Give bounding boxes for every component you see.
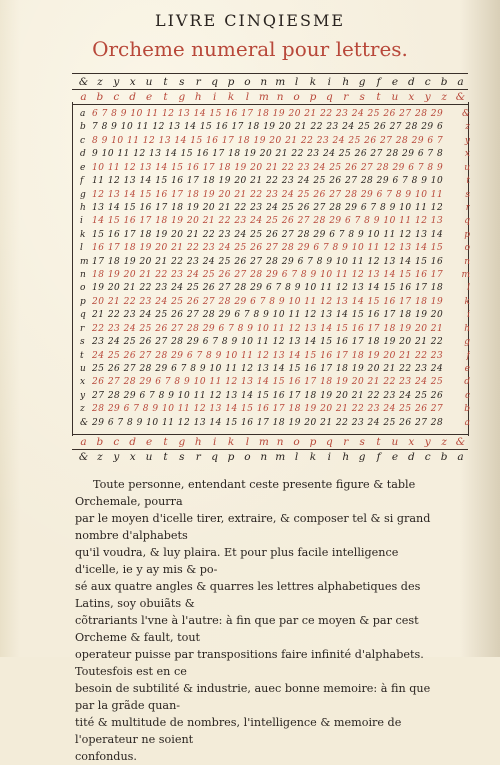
row-left-letter: h bbox=[80, 202, 86, 213]
top-red-letter: i bbox=[212, 91, 217, 103]
row-right-letter: l bbox=[467, 283, 470, 294]
row-numbers: 18 19 20 21 22 23 24 25 26 27 28 29 6 7 8 9 10 11 12 13 14 15 16 17 bbox=[92, 270, 444, 281]
top-black-letter: q bbox=[211, 76, 218, 88]
row-numbers: 9 10 11 12 13 14 15 16 17 18 19 20 21 22 23 24 25 26 27 28 29 6 7 8 bbox=[92, 149, 444, 160]
row-right-letter: z bbox=[465, 122, 470, 133]
row-numbers: 26 27 28 29 6 7 8 9 10 11 12 13 14 15 16 17 18 19 20 21 22 23 24 25 bbox=[92, 377, 444, 388]
top-red-letter: c bbox=[113, 91, 120, 103]
top-black-letter: l bbox=[294, 76, 299, 88]
table-row bbox=[80, 390, 470, 403]
grid-top-rule bbox=[72, 104, 468, 105]
top-red-letter: x bbox=[408, 91, 415, 103]
bottom-red-alphabet bbox=[76, 435, 468, 449]
top-red-letter: o bbox=[293, 91, 300, 103]
row-right-letter: o bbox=[464, 243, 470, 254]
bottom-black-letter: q bbox=[211, 451, 218, 463]
row-right-letter: r bbox=[465, 202, 470, 213]
body-line: Toute personne, entendant ceste presente figure & table Orchemale, pourra bbox=[75, 478, 416, 508]
top-red-letter: n bbox=[276, 91, 284, 103]
row-right-letter: c bbox=[464, 390, 470, 401]
bottom-black-letter: f bbox=[376, 451, 381, 463]
table-row bbox=[80, 242, 470, 255]
table-row bbox=[80, 363, 470, 376]
bottom-black-letter: i bbox=[327, 451, 332, 463]
bottom-black-letter: m bbox=[275, 451, 286, 463]
top-red-letter: p bbox=[309, 91, 317, 103]
bottom-red-letter: x bbox=[408, 436, 415, 448]
top-red-letter: t bbox=[376, 91, 381, 103]
bottom-black-letter: g bbox=[358, 451, 366, 463]
bottom-black-letter: h bbox=[342, 451, 350, 463]
table-row bbox=[80, 282, 470, 295]
row-right-letter: s bbox=[465, 189, 470, 200]
table-row bbox=[80, 269, 470, 282]
bottom-red-letter: m bbox=[258, 436, 269, 448]
row-numbers: 22 23 24 25 26 27 28 29 6 7 8 9 10 11 12 13 14 15 16 17 18 19 20 21 bbox=[92, 323, 444, 334]
body-line: sé aux quatre angles & quarres les lettres alphabetiques des Latins, soy obuiãts & bbox=[75, 580, 421, 610]
top-rule bbox=[72, 73, 468, 74]
top-black-letter: b bbox=[440, 76, 448, 88]
row-numbers: 13 14 15 16 17 18 19 20 21 22 23 24 25 26 27 28 29 6 7 8 9 10 11 12 bbox=[92, 202, 444, 213]
top-black-letter: k bbox=[309, 76, 317, 88]
top-red-letter: d bbox=[129, 91, 137, 103]
bottom-black-letter: z bbox=[97, 451, 103, 463]
body-line: cõtrariants l'vne à l'autre: à fin que par ce moyen & par cest Orcheme & fault, tout bbox=[75, 614, 419, 644]
top-red-letter: k bbox=[227, 91, 235, 103]
bottom-black-letter: b bbox=[440, 451, 448, 463]
row-numbers: 28 29 6 7 8 9 10 11 12 13 14 15 16 17 18 19 20 21 22 23 24 25 26 27 bbox=[92, 404, 444, 415]
bottom-red-letter: & bbox=[455, 436, 466, 448]
row-left-letter: x bbox=[80, 377, 86, 388]
top-black-letter: z bbox=[97, 76, 103, 88]
row-right-letter: m bbox=[461, 270, 470, 281]
row-right-letter: a bbox=[464, 417, 470, 428]
table-row bbox=[80, 229, 470, 242]
row-left-letter: z bbox=[80, 404, 85, 415]
row-right-letter: t bbox=[466, 176, 470, 187]
bottom-red-letter: n bbox=[276, 436, 284, 448]
row-right-letter: h bbox=[464, 323, 470, 334]
body-line: operateur puisse par transpositions faire infinité d'alphabets. Toutesfois est en ce bbox=[75, 648, 424, 678]
top-red-letter: e bbox=[145, 91, 153, 103]
top-red-letter: b bbox=[96, 91, 104, 103]
row-left-letter: q bbox=[80, 310, 86, 321]
row-left-letter: c bbox=[80, 135, 86, 146]
top-black-letter: d bbox=[407, 76, 415, 88]
top-black-letter: & bbox=[78, 76, 89, 88]
table-row bbox=[80, 135, 470, 148]
top-red-letter: & bbox=[455, 91, 466, 103]
bottom-red-letter: o bbox=[293, 436, 300, 448]
row-numbers: 17 18 19 20 21 22 23 24 25 26 27 28 29 6 7 8 9 10 11 12 13 14 15 16 bbox=[92, 256, 444, 267]
bottom-red-letter: b bbox=[96, 436, 104, 448]
row-numbers: 16 17 18 19 20 21 22 23 24 25 26 27 28 29 6 7 8 9 10 11 12 13 14 15 bbox=[92, 243, 444, 254]
bottom-red-letter: c bbox=[113, 436, 120, 448]
bottom-red-letter: z bbox=[441, 436, 447, 448]
row-right-letter: & bbox=[461, 109, 470, 119]
bottom-red-letter: h bbox=[194, 436, 202, 448]
bottom-red-letter: p bbox=[309, 436, 317, 448]
table-row bbox=[80, 403, 470, 416]
row-right-letter: g bbox=[464, 337, 470, 348]
bottom-black-letter: t bbox=[163, 451, 168, 463]
row-numbers: 20 21 22 23 24 25 26 27 28 29 6 7 8 9 10 11 12 13 14 15 16 17 18 19 bbox=[92, 296, 444, 307]
row-numbers: 11 12 13 14 15 16 17 18 19 20 21 22 23 24 25 26 27 28 29 6 7 8 9 10 bbox=[92, 176, 444, 187]
row-right-letter: d bbox=[464, 377, 470, 388]
bottom-red-letter: q bbox=[325, 436, 333, 448]
orcheme-table bbox=[80, 108, 470, 430]
row-numbers: 29 6 7 8 9 10 11 12 13 14 15 16 17 18 19 20 21 22 23 24 25 26 27 28 bbox=[92, 417, 444, 428]
body-paragraph bbox=[75, 476, 435, 765]
bottom-black-alphabet bbox=[76, 450, 468, 464]
row-right-letter: u bbox=[464, 162, 470, 173]
page-subtitle: Orcheme numeral pour lettres. bbox=[92, 37, 408, 61]
top-red-letter: g bbox=[178, 91, 186, 103]
bottom-red-letter: t bbox=[376, 436, 381, 448]
row-numbers: 24 25 26 27 28 29 6 7 8 9 10 11 12 13 14 15 16 17 18 19 20 21 22 23 bbox=[92, 350, 444, 361]
table-row bbox=[80, 148, 470, 161]
bottom-black-letter: a bbox=[457, 451, 464, 463]
bottom-red-letter: u bbox=[391, 436, 399, 448]
bottom-black-letter: n bbox=[260, 451, 268, 463]
top-red-letter: m bbox=[258, 91, 269, 103]
bottom-black-letter: s bbox=[179, 451, 185, 463]
bottom-red-letter: k bbox=[227, 436, 235, 448]
row-right-letter: f bbox=[466, 350, 470, 361]
row-numbers: 6 7 8 9 10 11 12 13 14 15 16 17 18 19 20 21 22 23 24 25 26 27 28 29 bbox=[92, 109, 444, 119]
row-left-letter: m bbox=[80, 256, 89, 267]
top-black-letter: n bbox=[260, 76, 268, 88]
row-left-letter: d bbox=[80, 149, 86, 160]
table-row bbox=[80, 189, 470, 202]
bottom-black-letter: o bbox=[244, 451, 251, 463]
row-right-letter: n bbox=[464, 256, 470, 267]
row-numbers: 21 22 23 24 25 26 27 28 29 6 7 8 9 10 11 12 13 14 15 16 17 18 19 20 bbox=[92, 310, 444, 321]
top-black-letter: u bbox=[145, 76, 153, 88]
bottom-red-letter: g bbox=[178, 436, 186, 448]
table-row bbox=[80, 309, 470, 322]
bottom-red-letter: d bbox=[129, 436, 137, 448]
row-left-letter: i bbox=[80, 216, 83, 227]
top-black-letter: h bbox=[342, 76, 350, 88]
body-line: qu'il voudra, & luy plaira. Et pour plus facile intelligence d'icelle, ie y ay mis & po- bbox=[75, 546, 399, 576]
row-right-letter: y bbox=[464, 135, 470, 146]
row-left-letter: n bbox=[80, 270, 86, 281]
row-numbers: 12 13 14 15 16 17 18 19 20 21 22 23 24 25 26 27 28 29 6 7 8 9 10 11 bbox=[92, 189, 444, 200]
body-line: par le moyen d'icelle tirer, extraire, & composer tel & si grand nombre d'alphabets bbox=[75, 512, 431, 542]
top-red-letter: a bbox=[80, 91, 87, 103]
top-black-letter: f bbox=[376, 76, 381, 88]
top-black-letter: o bbox=[244, 76, 251, 88]
top-red-letter: z bbox=[441, 91, 447, 103]
bottom-black-letter: r bbox=[195, 451, 201, 463]
top-black-letter: t bbox=[163, 76, 168, 88]
top-black-letter: s bbox=[179, 76, 185, 88]
bottom-black-letter: k bbox=[309, 451, 317, 463]
bottom-black-letter: u bbox=[145, 451, 153, 463]
top-black-letter: a bbox=[457, 76, 464, 88]
row-left-letter: a bbox=[80, 109, 86, 119]
bottom-black-letter: l bbox=[294, 451, 299, 463]
top-black-letter: r bbox=[195, 76, 201, 88]
table-row bbox=[80, 202, 470, 215]
row-numbers: 10 11 12 13 14 15 16 17 18 19 20 21 22 23 24 25 26 27 28 29 6 7 8 9 bbox=[92, 162, 444, 173]
bottom-red-letter: e bbox=[145, 436, 153, 448]
row-left-letter: r bbox=[80, 323, 85, 334]
bottom-red-letter: a bbox=[80, 436, 87, 448]
body-line: tité & multitude de nombres, l'intelligence & memoire de l'operateur ne soient bbox=[75, 716, 402, 746]
top-black-letter: i bbox=[327, 76, 332, 88]
bottom-red-letter: s bbox=[359, 436, 365, 448]
row-numbers: 8 9 10 11 12 13 14 15 16 17 18 19 20 21 22 23 24 25 26 27 28 29 6 7 bbox=[92, 135, 444, 146]
top-red-letter: h bbox=[194, 91, 202, 103]
row-left-letter: o bbox=[80, 283, 86, 294]
row-left-letter: l bbox=[80, 243, 83, 254]
top-black-letter: e bbox=[391, 76, 399, 88]
bottom-black-letter: e bbox=[391, 451, 399, 463]
page-header: LIVRE CINQIESME bbox=[154, 11, 345, 30]
row-right-letter: p bbox=[464, 229, 470, 240]
top-red-letter: y bbox=[424, 91, 431, 103]
row-left-letter: b bbox=[80, 122, 86, 133]
row-left-letter: f bbox=[80, 176, 84, 187]
top-red-letter: r bbox=[343, 91, 349, 103]
body-line: confondus. bbox=[75, 750, 137, 763]
bottom-red-letter: t bbox=[163, 436, 168, 448]
row-numbers: 7 8 9 10 11 12 13 14 15 16 17 18 19 20 21 22 23 24 25 26 27 28 29 6 bbox=[92, 122, 444, 133]
top-black-letter: p bbox=[227, 76, 235, 88]
row-right-letter: b bbox=[464, 404, 470, 415]
table-row bbox=[80, 350, 470, 363]
table-row bbox=[80, 376, 470, 389]
row-right-letter: i bbox=[467, 310, 470, 321]
row-left-letter: g bbox=[80, 189, 86, 200]
top-black-letter: g bbox=[358, 76, 366, 88]
bottom-red-letter: r bbox=[343, 436, 349, 448]
table-row bbox=[80, 215, 470, 228]
top-red-letter: s bbox=[359, 91, 365, 103]
row-left-letter: y bbox=[80, 390, 86, 401]
table-row bbox=[80, 256, 470, 269]
table-row bbox=[80, 323, 470, 336]
row-left-letter: p bbox=[80, 296, 86, 307]
bottom-black-letter: x bbox=[129, 451, 136, 463]
top-black-letter: c bbox=[424, 76, 431, 88]
table-row bbox=[80, 108, 470, 121]
top-black-alphabet bbox=[76, 75, 468, 89]
table-row bbox=[80, 162, 470, 175]
row-right-letter: x bbox=[464, 149, 470, 160]
top-red-letter: t bbox=[163, 91, 168, 103]
row-left-letter: & bbox=[80, 417, 89, 428]
row-numbers: 23 24 25 26 27 28 29 6 7 8 9 10 11 12 13 14 15 16 17 18 19 20 21 22 bbox=[92, 337, 444, 348]
bottom-red-letter: l bbox=[245, 436, 250, 448]
bottom-black-letter: c bbox=[424, 451, 431, 463]
body-line: besoin de subtilité & industrie, auec bonne memoire: à fin que par la grãde quan- bbox=[75, 682, 431, 712]
table-row bbox=[80, 417, 470, 430]
bottom-black-letter: y bbox=[113, 451, 120, 463]
row-left-letter: s bbox=[80, 337, 85, 348]
row-left-letter: t bbox=[80, 350, 84, 361]
row-left-letter: u bbox=[80, 364, 86, 375]
top-red-alphabet bbox=[76, 90, 468, 104]
top-red-letter: q bbox=[325, 91, 333, 103]
top-black-letter: y bbox=[113, 76, 120, 88]
row-left-letter: k bbox=[80, 229, 86, 240]
table-row bbox=[80, 296, 470, 309]
top-black-letter: m bbox=[275, 76, 286, 88]
row-right-letter: k bbox=[464, 296, 470, 307]
table-row bbox=[80, 121, 470, 134]
row-numbers: 19 20 21 22 23 24 25 26 27 28 29 6 7 8 9 10 11 12 13 14 15 16 17 18 bbox=[92, 283, 444, 294]
row-left-letter: e bbox=[80, 162, 86, 173]
top-black-letter: x bbox=[129, 76, 136, 88]
row-right-letter: q bbox=[464, 216, 470, 227]
row-numbers: 14 15 16 17 18 19 20 21 22 23 24 25 26 27 28 29 6 7 8 9 10 11 12 13 bbox=[92, 216, 444, 227]
bottom-black-letter: p bbox=[227, 451, 235, 463]
table-row bbox=[80, 175, 470, 188]
bottom-red-letter: i bbox=[212, 436, 217, 448]
row-numbers: 25 26 27 28 29 6 7 8 9 10 11 12 13 14 15 16 17 18 19 20 21 22 23 24 bbox=[92, 364, 444, 375]
row-numbers: 27 28 29 6 7 8 9 10 11 12 13 14 15 16 17 18 19 20 21 22 23 24 25 26 bbox=[92, 390, 444, 401]
row-numbers: 15 16 17 18 19 20 21 22 23 24 25 26 27 28 29 6 7 8 9 10 11 12 13 14 bbox=[92, 229, 444, 240]
row-right-letter: e bbox=[464, 364, 470, 375]
bottom-black-letter: & bbox=[78, 451, 89, 463]
grid-left-border bbox=[72, 102, 73, 436]
bottom-black-letter: d bbox=[407, 451, 415, 463]
table-row bbox=[80, 336, 470, 349]
top-red-letter: u bbox=[391, 91, 399, 103]
bottom-red-letter: y bbox=[424, 436, 431, 448]
top-red-letter: l bbox=[245, 91, 250, 103]
